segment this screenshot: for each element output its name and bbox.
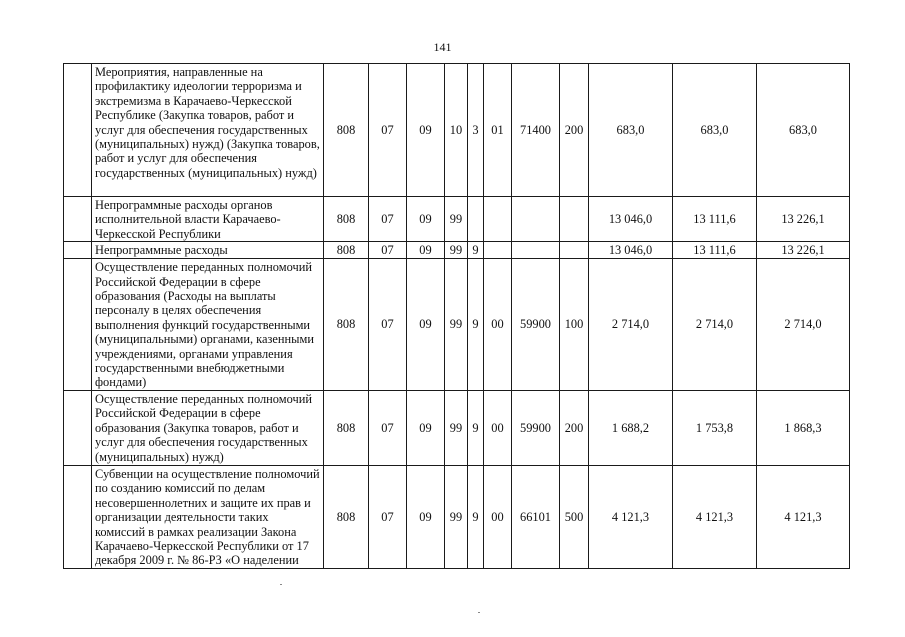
direction-code: 59900 xyxy=(512,259,560,391)
subprogram-code: 9 xyxy=(468,242,484,259)
subprogram-code: 9 xyxy=(468,390,484,465)
expense-type-code: 500 xyxy=(560,465,589,568)
program-code: 99 xyxy=(445,465,468,568)
section-code: 07 xyxy=(369,259,407,391)
expense-name: Мероприятия, направленные на профилактику идеологии терроризма и экстремизма в Карачаево-Черкесской Республике (Закупка товаров, работ и услуг для обеспечения государственных (муниципальных) нужд) (Закупка товаров, работ и услуг для обеспечения государственных (муниципальных) нужд) xyxy=(92,64,324,197)
scan-artifact xyxy=(478,612,480,613)
subsection-code: 09 xyxy=(407,242,445,259)
row-number-cell xyxy=(64,64,92,197)
expense-name: Субвенции на осуществление полномочий по созданию комиссий по делам несовершеннолетних и защите их прав и организации деятельности таких комиссий в рамках реализации Закона Карачаево-Черкесской Республики от 17 декабря 2009 г. № 86-РЗ «О наделении xyxy=(92,465,324,568)
amount-year-1: 4 121,3 xyxy=(589,465,673,568)
program-code: 99 xyxy=(445,197,468,242)
amount-year-2: 13 111,6 xyxy=(673,242,757,259)
subprogram-code: 3 xyxy=(468,64,484,197)
main-event-code: 00 xyxy=(484,390,512,465)
amount-year-2: 13 111,6 xyxy=(673,197,757,242)
subsection-code: 09 xyxy=(407,465,445,568)
subprogram-code: 9 xyxy=(468,259,484,391)
subprogram-code xyxy=(468,197,484,242)
amount-year-1: 13 046,0 xyxy=(589,242,673,259)
main-event-code xyxy=(484,242,512,259)
direction-code: 71400 xyxy=(512,64,560,197)
program-code: 10 xyxy=(445,64,468,197)
row-number-cell xyxy=(64,242,92,259)
main-event-code: 00 xyxy=(484,465,512,568)
section-code: 07 xyxy=(369,465,407,568)
amount-year-3: 13 226,1 xyxy=(757,242,850,259)
amount-year-1: 2 714,0 xyxy=(589,259,673,391)
table-row xyxy=(64,64,850,197)
ved-code: 808 xyxy=(324,197,369,242)
expense-type-code: 100 xyxy=(560,259,589,391)
amount-year-2: 2 714,0 xyxy=(673,259,757,391)
expense-type-code: 200 xyxy=(560,390,589,465)
amount-year-2: 4 121,3 xyxy=(673,465,757,568)
amount-year-3: 4 121,3 xyxy=(757,465,850,568)
table-row xyxy=(64,259,850,391)
table-row xyxy=(64,465,850,568)
subsection-code: 09 xyxy=(407,259,445,391)
budget-table xyxy=(63,63,850,569)
ved-code: 808 xyxy=(324,465,369,568)
main-event-code xyxy=(484,197,512,242)
ved-code: 808 xyxy=(324,242,369,259)
program-code: 99 xyxy=(445,242,468,259)
amount-year-3: 1 868,3 xyxy=(757,390,850,465)
expense-name: Непрограммные расходы xyxy=(92,242,324,259)
expense-type-code xyxy=(560,242,589,259)
row-number-cell xyxy=(64,259,92,391)
expense-name: Непрограммные расходы органов исполнительной власти Карачаево-Черкесской Республики xyxy=(92,197,324,242)
amount-year-3: 13 226,1 xyxy=(757,197,850,242)
expense-type-code xyxy=(560,197,589,242)
subsection-code: 09 xyxy=(407,197,445,242)
direction-code: 59900 xyxy=(512,390,560,465)
amount-year-1: 683,0 xyxy=(589,64,673,197)
table-row xyxy=(64,242,850,259)
amount-year-1: 13 046,0 xyxy=(589,197,673,242)
amount-year-2: 1 753,8 xyxy=(673,390,757,465)
subsection-code: 09 xyxy=(407,64,445,197)
main-event-code: 01 xyxy=(484,64,512,197)
subprogram-code: 9 xyxy=(468,465,484,568)
scan-artifact xyxy=(280,584,282,585)
row-number-cell xyxy=(64,390,92,465)
subsection-code: 09 xyxy=(407,390,445,465)
amount-year-1: 1 688,2 xyxy=(589,390,673,465)
section-code: 07 xyxy=(369,242,407,259)
expense-name: Осуществление переданных полномочий Российской Федерации в сфере образования (Закупка товаров, работ и услуг для обеспечения государственных (муниципальных) нужд) xyxy=(92,390,324,465)
section-code: 07 xyxy=(369,197,407,242)
direction-code: 66101 xyxy=(512,465,560,568)
amount-year-3: 2 714,0 xyxy=(757,259,850,391)
page-number: 141 xyxy=(433,40,452,54)
program-code: 99 xyxy=(445,390,468,465)
table-row xyxy=(64,197,850,242)
ved-code: 808 xyxy=(324,64,369,197)
expense-type-code: 200 xyxy=(560,64,589,197)
row-number-cell xyxy=(64,465,92,568)
direction-code xyxy=(512,242,560,259)
expense-name: Осуществление переданных полномочий Российской Федерации в сфере образования (Расходы на выплаты персоналу в целях обеспечения выполнения функций государственными (муниципальными) органами, казенными учреждениями, органами управления государственными внебюджетными фондами) xyxy=(92,259,324,391)
amount-year-2: 683,0 xyxy=(673,64,757,197)
amount-year-3: 683,0 xyxy=(757,64,850,197)
row-number-cell xyxy=(64,197,92,242)
ved-code: 808 xyxy=(324,259,369,391)
direction-code xyxy=(512,197,560,242)
main-event-code: 00 xyxy=(484,259,512,391)
section-code: 07 xyxy=(369,64,407,197)
program-code: 99 xyxy=(445,259,468,391)
ved-code: 808 xyxy=(324,390,369,465)
table-row xyxy=(64,390,850,465)
section-code: 07 xyxy=(369,390,407,465)
